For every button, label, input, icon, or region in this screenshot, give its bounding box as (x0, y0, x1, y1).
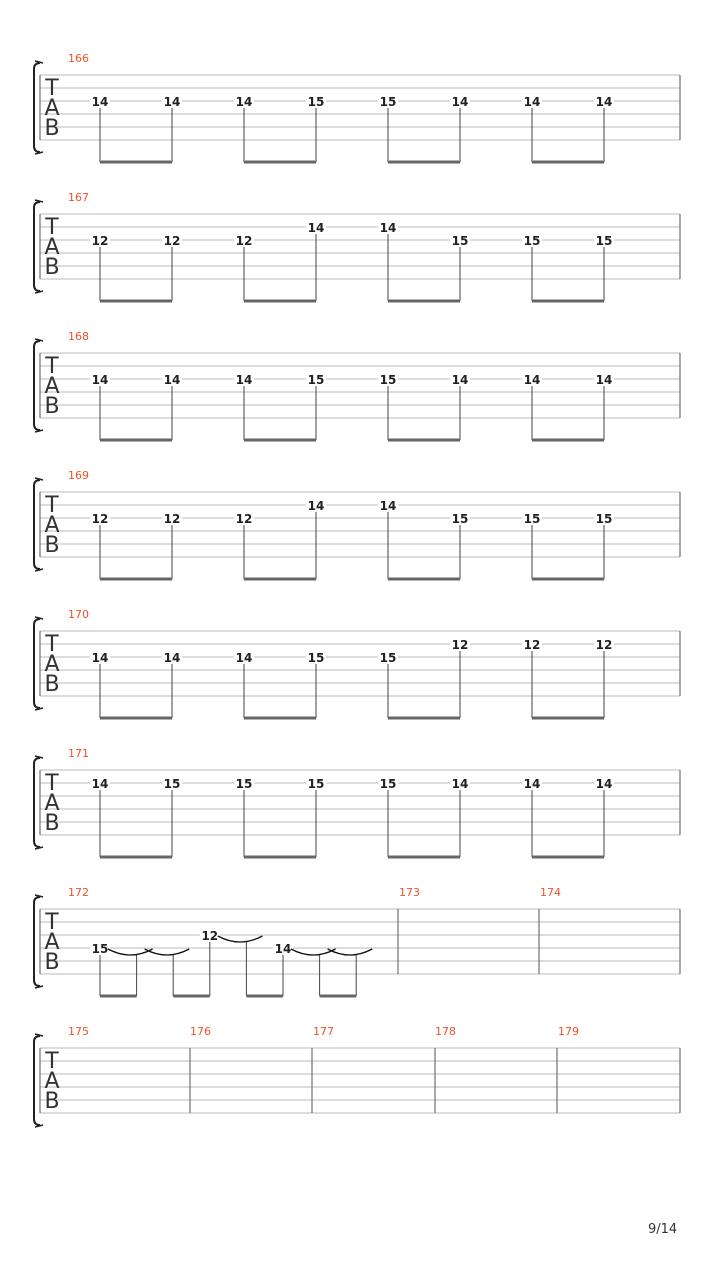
fret-number: 14 (451, 95, 469, 109)
fret-number: 14 (91, 777, 109, 791)
fret-number: 12 (595, 638, 613, 652)
measure-number: 177 (313, 1025, 334, 1038)
tab-clef-letter: B (44, 950, 60, 975)
fret-number: 14 (163, 373, 181, 387)
tab-clef-letter: A (44, 930, 60, 955)
fret-number: 14 (91, 373, 109, 387)
fret-number: 15 (307, 373, 325, 387)
measure-number: 169 (68, 469, 89, 482)
fret-number: 14 (307, 499, 325, 513)
fret-number: 14 (451, 777, 469, 791)
fret-number: 14 (451, 373, 469, 387)
system-bracket (34, 1036, 40, 1125)
measure-number: 175 (68, 1025, 89, 1038)
fret-number: 15 (451, 512, 469, 526)
bracket-top-hook (35, 339, 43, 341)
tab-clef-letter: B (44, 533, 60, 558)
bracket-bottom-hook (35, 847, 43, 849)
tab-clef-letter: A (44, 1069, 60, 1094)
measure-number: 170 (68, 608, 89, 621)
bracket-top-hook (35, 1034, 43, 1036)
fret-number: 14 (523, 95, 541, 109)
tab-clef-letter: B (44, 1089, 60, 1114)
fret-number: 15 (523, 234, 541, 248)
fret-number: 15 (307, 777, 325, 791)
fret-number: 12 (163, 512, 181, 526)
tab-clef-letter: T (45, 910, 59, 935)
tab-clef-letter: A (44, 374, 60, 399)
tab-clef-letter: T (45, 493, 59, 518)
measure-number: 168 (68, 330, 89, 343)
bracket-bottom-hook (35, 986, 43, 988)
fret-number: 15 (595, 234, 613, 248)
fret-number: 15 (595, 512, 613, 526)
fret-number: 14 (235, 651, 253, 665)
measure-number: 172 (68, 886, 89, 899)
fret-number: 15 (379, 651, 397, 665)
system-bracket (34, 63, 40, 152)
tie-arc (218, 936, 263, 942)
fret-number: 15 (307, 651, 325, 665)
fret-number: 14 (595, 777, 613, 791)
tab-clef-letter: T (45, 771, 59, 796)
bracket-top-hook (35, 617, 43, 619)
measure-number: 173 (399, 886, 420, 899)
bracket-top-hook (35, 200, 43, 202)
bracket-bottom-hook (35, 708, 43, 710)
measure-number: 179 (558, 1025, 579, 1038)
fret-number: 15 (307, 95, 325, 109)
bracket-bottom-hook (35, 1125, 43, 1127)
fret-number: 14 (307, 221, 325, 235)
bracket-top-hook (35, 478, 43, 480)
fret-number: 15 (163, 777, 181, 791)
tab-clef-letter: A (44, 652, 60, 677)
bracket-top-hook (35, 756, 43, 758)
tab-clef-letter: B (44, 255, 60, 280)
fret-number: 12 (163, 234, 181, 248)
fret-number: 14 (91, 95, 109, 109)
bracket-bottom-hook (35, 152, 43, 154)
tab-clef-letter: T (45, 76, 59, 101)
fret-number: 14 (379, 499, 397, 513)
system-bracket (34, 897, 40, 986)
fret-number: 14 (523, 373, 541, 387)
tab-clef-letter: T (45, 1049, 59, 1074)
bracket-bottom-hook (35, 291, 43, 293)
measure-number: 178 (435, 1025, 456, 1038)
system-bracket (34, 758, 40, 847)
fret-number: 15 (379, 373, 397, 387)
measure-number: 167 (68, 191, 89, 204)
system-bracket (34, 341, 40, 430)
measure-number: 166 (68, 52, 89, 65)
fret-number: 15 (523, 512, 541, 526)
tab-clef-letter: B (44, 116, 60, 141)
tab-clef-letter: B (44, 394, 60, 419)
fret-number: 15 (379, 777, 397, 791)
page-number: 9/14 (648, 1222, 678, 1237)
fret-number: 14 (91, 651, 109, 665)
tab-clef-letter: A (44, 96, 60, 121)
system-bracket (34, 619, 40, 708)
fret-number: 14 (274, 942, 292, 956)
fret-number: 14 (235, 95, 253, 109)
tab-clef-letter: A (44, 791, 60, 816)
fret-number: 14 (235, 373, 253, 387)
bracket-bottom-hook (35, 430, 43, 432)
fret-number: 14 (163, 95, 181, 109)
fret-number: 14 (379, 221, 397, 235)
bracket-bottom-hook (35, 569, 43, 571)
tab-clef-letter: T (45, 215, 59, 240)
fret-number: 12 (235, 512, 253, 526)
fret-number: 12 (91, 512, 109, 526)
tab-clef-letter: B (44, 811, 60, 836)
system-bracket (34, 480, 40, 569)
tab-clef-letter: A (44, 513, 60, 538)
measure-number: 174 (540, 886, 561, 899)
fret-number: 14 (163, 651, 181, 665)
measure-number: 176 (190, 1025, 211, 1038)
measure-number: 171 (68, 747, 89, 760)
system-bracket (34, 202, 40, 291)
tab-clef-letter: A (44, 235, 60, 260)
tab-clef-letter: B (44, 672, 60, 697)
fret-number: 12 (523, 638, 541, 652)
fret-number: 12 (235, 234, 253, 248)
tab-clef-letter: T (45, 632, 59, 657)
fret-number: 14 (595, 373, 613, 387)
fret-number: 15 (235, 777, 253, 791)
fret-number: 15 (451, 234, 469, 248)
bracket-top-hook (35, 895, 43, 897)
fret-number: 15 (91, 942, 109, 956)
bracket-top-hook (35, 61, 43, 63)
fret-number: 12 (91, 234, 109, 248)
fret-number: 14 (595, 95, 613, 109)
tab-clef-letter: T (45, 354, 59, 379)
fret-number: 12 (201, 929, 219, 943)
fret-number: 12 (451, 638, 469, 652)
fret-number: 15 (379, 95, 397, 109)
fret-number: 14 (523, 777, 541, 791)
